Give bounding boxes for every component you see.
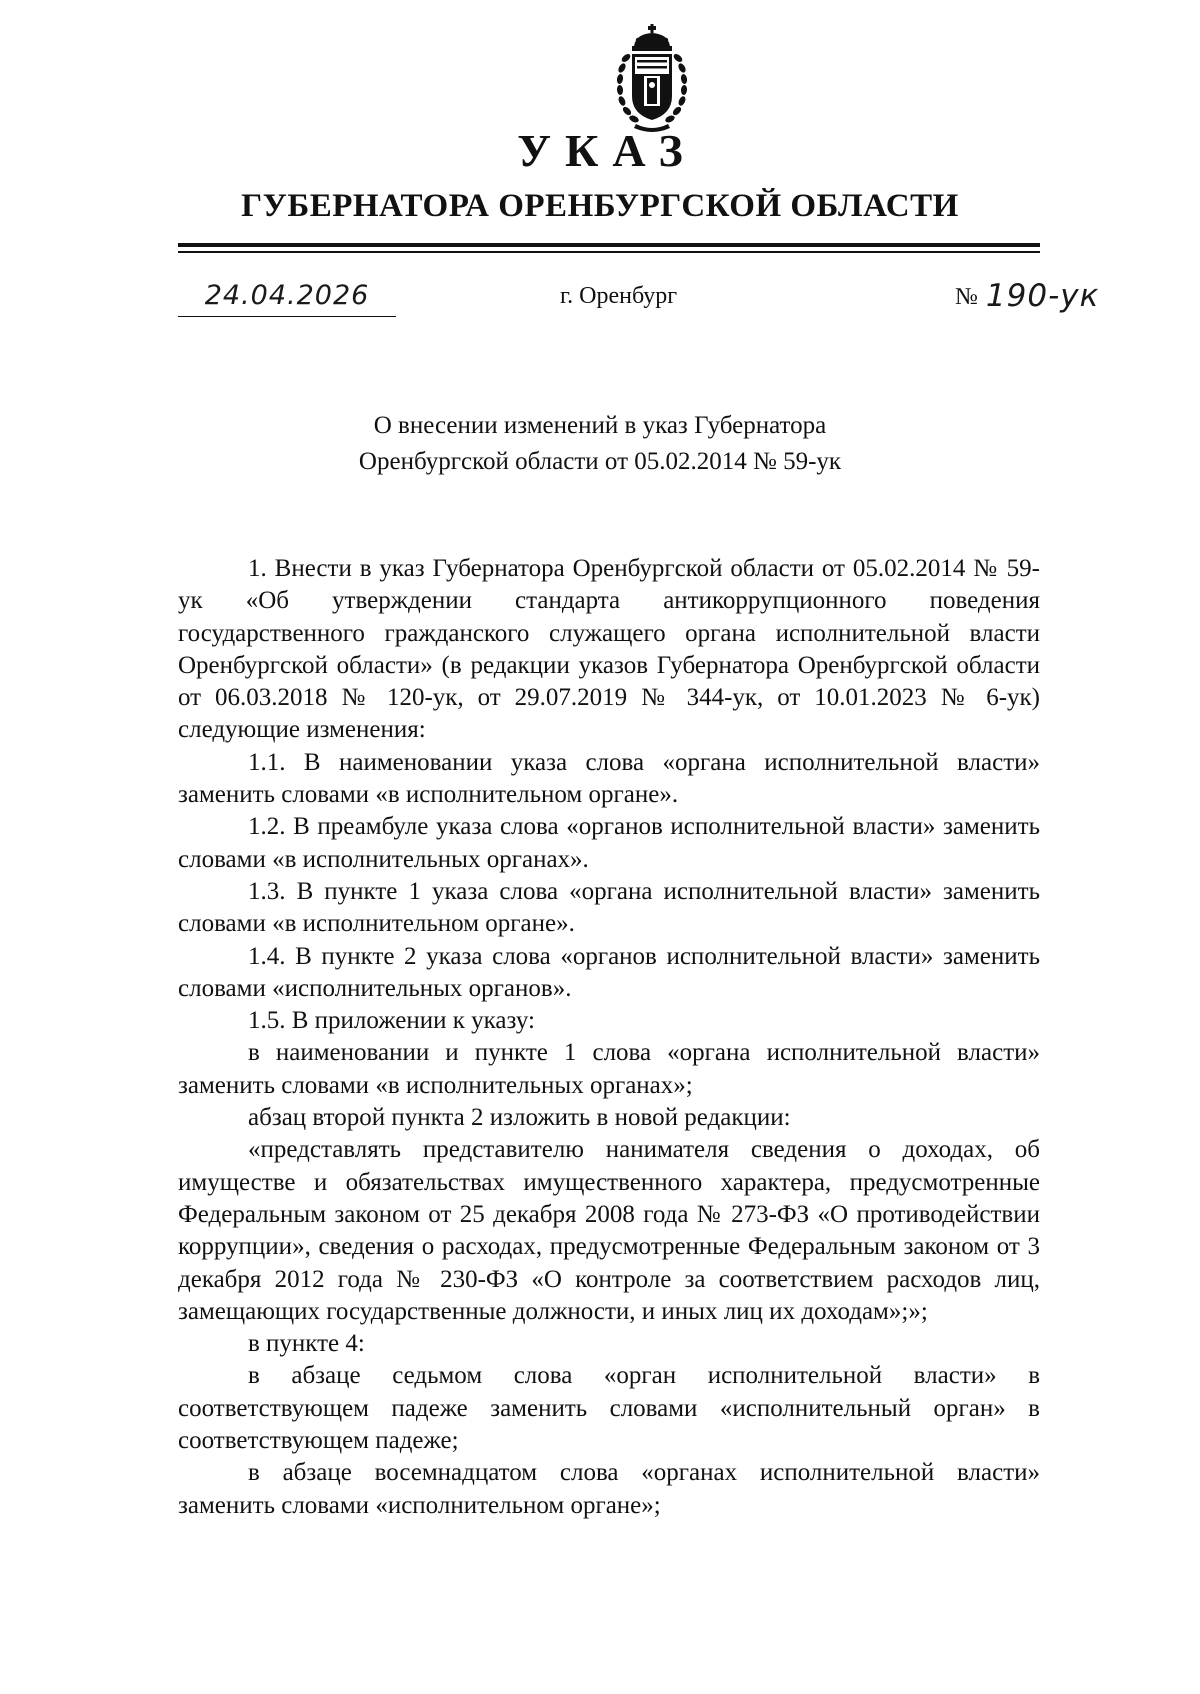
decree-body xyxy=(178,553,1040,1522)
decree-subject xyxy=(0,408,1200,480)
body-paragraph: в абзаце седьмом слова «орган исполнительной власти» в соответствующем падеже заменить словами «исполнительный орган» в соответствующем падеже; xyxy=(178,1362,1040,1455)
body-paragraph: 1.3. В пункте 1 указа слова «органа исполнительной власти» заменить словами «в исполнительном органе». xyxy=(178,877,1040,938)
body-paragraph: 1.2. В преамбуле указа слова «органов исполнительной власти» заменить словами «в исполнительных органах». xyxy=(178,813,1040,873)
body-paragraph: 1. Внести в указ Губернатора Оренбургской области от 05.02.2014 № 59-ук «Об утверждении стандарта антикоррупционного поведения государственного гражданского служащего органа исполнительной власти Оренбургской области» (в редакции указов Губернатора Оренбургской области от 06.03.2018 № 120-ук, от 29.07.2019 № 344-ук, от 10.01.2023 № 6-ук) следующие изменения: xyxy=(178,555,1040,744)
body-paragraph: 1.4. В пункте 2 указа слова «органов исполнительной власти» заменить словами «исполнительных органов». xyxy=(178,942,1040,1002)
decree-date: 24.04.2026 xyxy=(204,280,370,311)
body-paragraph: «представлять представителю нанимателя сведения о доходах, об имуществе и обязательствах имущественного характера, предусмотренные Федеральным законом от 25 декабря 2008 года № 273-ФЗ «О противодействии коррупции», сведения о расходах, предусмотренные Федеральным законом от 3 декабря 2012 года № 230-ФЗ «О контроле за соответствием расходов лиц, замещающих государственные должности, и иных лиц их доходам»;»; xyxy=(178,1136,1040,1325)
body-paragraph: в абзаце восемнадцатом слова «органах исполнительной власти» заменить словами «исполнительном органе»; xyxy=(178,1459,1040,1519)
body-paragraph: 1.5. В приложении к указу: xyxy=(248,1007,535,1035)
header-divider-thin xyxy=(178,251,1040,253)
number-label: № xyxy=(955,284,978,310)
body-paragraph: в наименовании и пункте 1 слова «органа исполнительной власти» заменить словами «в исполнительных органах»; xyxy=(178,1039,1040,1099)
header-divider-thick xyxy=(178,243,1040,247)
decree-city: г. Оренбург xyxy=(560,283,678,309)
subject-line: Оренбургской области от 05.02.2014 № 59-ук xyxy=(358,448,842,475)
decree-number-field xyxy=(955,278,1099,314)
orenburg-coat-of-arms-icon xyxy=(612,24,692,136)
body-paragraph: 1.1. В наименовании указа слова «органа исполнительной власти» заменить словами «в исполнительном органе». xyxy=(178,748,1040,809)
subject-line: О внесении изменений в указ Губернатора xyxy=(373,412,827,439)
decree-number: 190-ук xyxy=(985,278,1100,314)
decree-date-field xyxy=(178,280,396,317)
body-paragraph: в пункте 4: xyxy=(248,1330,365,1358)
document-type-title: УКАЗ xyxy=(517,125,697,176)
issuer-title: ГУБЕРНАТОРА ОРЕНБУРГСКОЙ ОБЛАСТИ xyxy=(241,188,959,224)
body-paragraph: абзац второй пункта 2 изложить в новой редакции: xyxy=(248,1104,791,1132)
